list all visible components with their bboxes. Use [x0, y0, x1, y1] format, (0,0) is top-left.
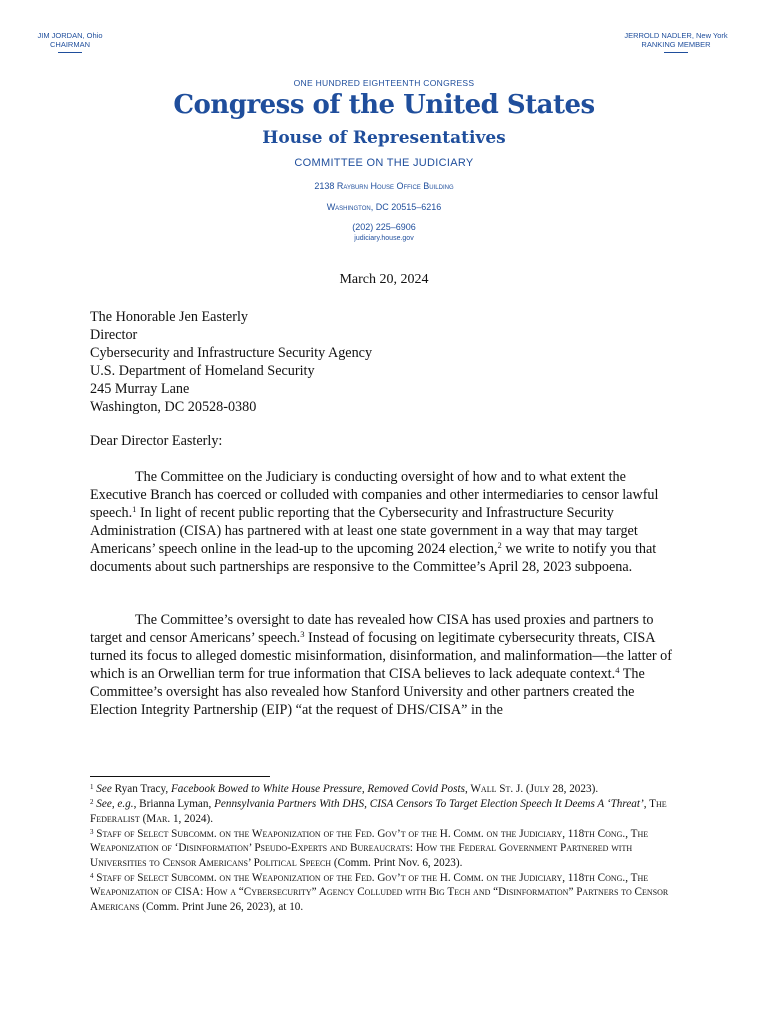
footnote-ref-3: 3: [300, 629, 305, 639]
recipient-line: Cybersecurity and Infrastructure Security Agency: [90, 345, 373, 361]
office-city: Washington, DC 20515–6216: [326, 202, 442, 212]
ranking-member-name: JERROLD NADLER, New York: [624, 31, 728, 40]
office-phone: (202) 225–6906: [352, 222, 416, 232]
footnote-title: Pennsylvania Partners With DHS, CISA Censors To Target Election Speech It Deems A ‘Threat’: [214, 798, 644, 810]
recipient-line: The Honorable Jen Easterly: [90, 309, 248, 325]
footnote-title: Facebook Bowed to White House Pressure, Removed Covid Posts: [170, 783, 465, 795]
footnote-citation: Staff of Select Subcomm. on the Weaponization of the Fed. Gov’t of the H. Comm. on the Judiciary, 118th Cong., The Weaponization of ‘Disinformation’ Pseudo-Experts and Bureaucrats: How the Federal Government Partnered with Universities to Censor Americans’ Political Speech: [90, 827, 649, 869]
footnote-number: 3: [90, 827, 94, 836]
para2-text-b: Instead of focusing on legitimate cybersecurity threats, CISA turned its focus to alleged domestic misinformation, disinformation, and malinformation—the latter of which is an Orwellian term for true information that CISA believes to lack adequate context.: [90, 630, 672, 682]
footnote-source: (Comm. Print Nov. 6, 2023).: [331, 856, 463, 869]
letter-date: March 20, 2024: [339, 272, 429, 287]
recipient-line: U.S. Department of Homeland Security: [90, 363, 315, 379]
congress-name: Congress of the United States: [173, 90, 595, 120]
chairman-name: JIM JORDAN, Ohio: [37, 31, 103, 40]
para1-text-a: The Committee on the Judiciary is conducting oversight of how and to what extent the Executive Branch has coerced or colluded with companies and other intermediaries to censor lawful speech.: [90, 469, 659, 521]
footnote-ref-4: 4: [615, 665, 620, 675]
footnote-author: Ryan Tracy,: [111, 783, 171, 795]
footnote-source: (Comm. Print June 26, 2023), at 10.: [139, 900, 304, 913]
footnote-source: , Wall St. J. (July 28, 2023).: [464, 783, 599, 795]
recipient-line: 245 Murray Lane: [90, 381, 190, 397]
footnote-signal: See: [96, 783, 112, 795]
footnote-ref-1: 1: [132, 504, 137, 514]
ranking-member-rule: [664, 52, 688, 53]
footnote-1: [90, 782, 680, 797]
committee-name: COMMITTEE ON THE JUDICIARY: [294, 157, 474, 169]
footnote-signal: See, e.g.: [96, 798, 134, 810]
footnote-number: 4: [90, 871, 94, 880]
footnote-ref-2: 2: [497, 540, 502, 550]
footnote-citation: Staff of Select Subcomm. on the Weaponization of the Fed. Gov’t of the H. Comm. on the Judiciary, 118th Cong., The Weaponization of CISA: How a “Cybersecurity” Agency Colluded with Big Tech and “Disinformation” Partners to Censor Americans: [90, 871, 669, 913]
chairman-block: [30, 31, 110, 53]
footnote-source: , The Federalist (Mar. 1, 2024).: [90, 798, 667, 825]
footnotes: [90, 782, 680, 915]
footnote-divider: [90, 776, 270, 777]
recipient-block: [90, 308, 680, 416]
congress-number: ONE HUNDRED EIGHTEENTH CONGRESS: [293, 78, 475, 88]
footnote-number: 1: [90, 783, 94, 791]
chairman-title: CHAIRMAN: [49, 40, 90, 49]
footnote-number: 2: [90, 798, 94, 806]
footnote-3: [90, 827, 680, 871]
ranking-member-title: RANKING MEMBER: [641, 40, 711, 49]
para2-text-c: The Committee’s oversight has also revealed how Stanford University and other partners created the Election Integrity Partnership (EIP) “at the request of DHS/CISA” in the: [90, 666, 645, 718]
footnote-2: [90, 797, 680, 826]
para2-text-a: The Committee’s oversight to date has revealed how CISA has used proxies and partners to target and censor Americans’ speech.: [90, 612, 654, 646]
body-paragraph-2: [90, 611, 680, 719]
footnote-author: , Brianna Lyman,: [133, 798, 215, 810]
office-address: 2138 Rayburn House Office Building: [314, 181, 454, 191]
para1-text-b: In light of recent public reporting that the Cybersecurity and Infrastructure Security Administration (CISA) has partnered with at least one state government in a way that may target Americans’ speech online in the lead-up to the upcoming 2024 election,: [90, 505, 638, 557]
ranking-member-block: [616, 31, 736, 53]
para1-text-c: we write to notify you that documents about such partnerships are responsive to the Committee’s April 28, 2023 subpoena.: [90, 541, 657, 575]
body-paragraph-1: [90, 468, 680, 576]
chairman-rule: [58, 52, 82, 53]
recipient-line: Director: [90, 327, 138, 343]
house-name: House of Representatives: [262, 128, 506, 148]
committee-website: judiciary.house.gov: [354, 235, 414, 242]
footnote-4: [90, 871, 680, 915]
salutation: Dear Director Easterly:: [90, 433, 223, 449]
recipient-line: Washington, DC 20528-0380: [90, 399, 257, 415]
